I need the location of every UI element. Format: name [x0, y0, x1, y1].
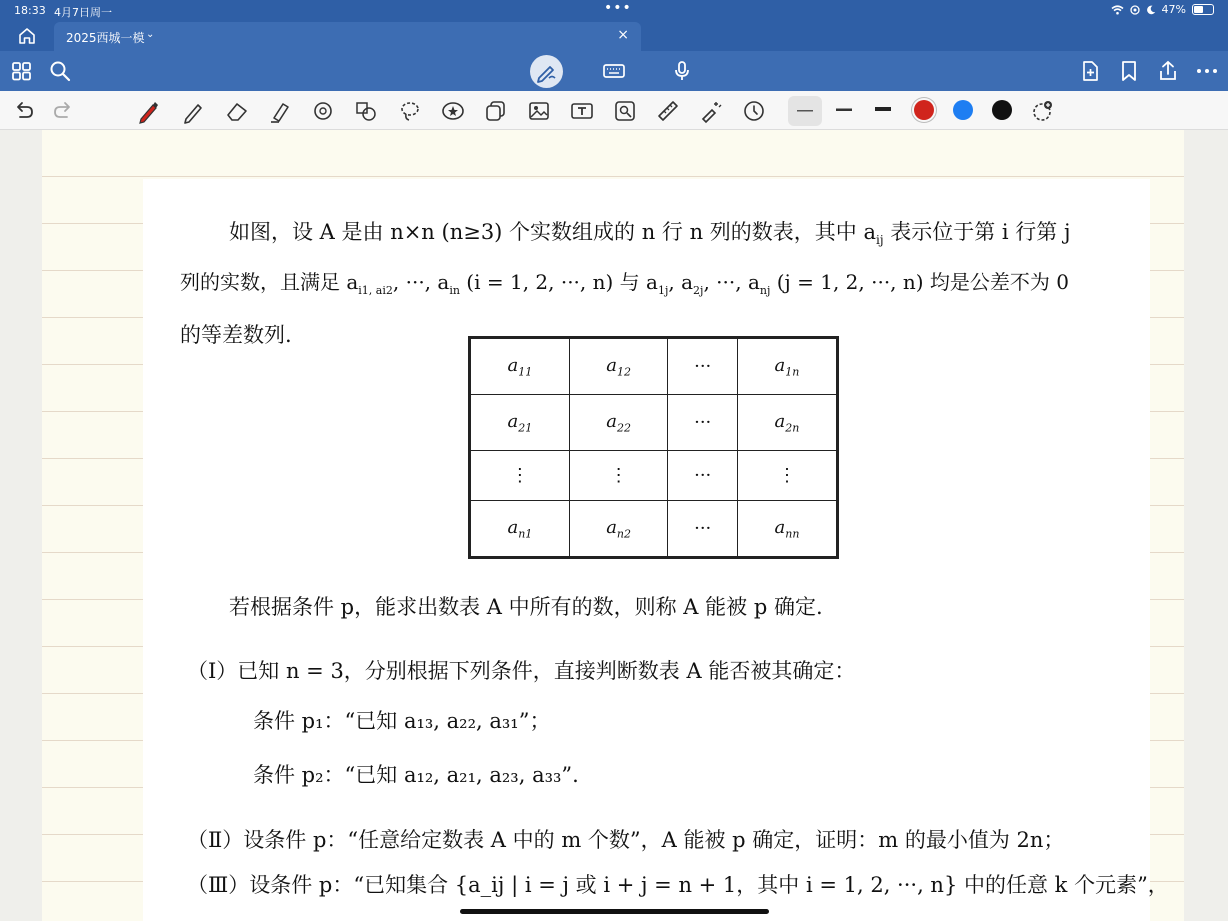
- question-1-condition-1: 条件 p₁：“已知 a₁₃, a₂₂, a₃₁”；: [253, 709, 551, 733]
- search-icon[interactable]: [48, 59, 72, 83]
- matrix-cell: ⋮: [569, 450, 668, 500]
- color-red-swatch[interactable]: [914, 100, 934, 120]
- question-2: （Ⅱ）设条件 p：“任意给定数表 A 中的 m 个数”，A 能被 p 确定，证明：m 的最小值为 2n；: [187, 828, 1065, 852]
- pen-mode-icon: [530, 55, 563, 88]
- paragraph-4: 若根据条件 p，能求出数表 A 中所有的数，则称 A 能被 p 确定.: [229, 595, 823, 619]
- ruler-tool-icon[interactable]: [655, 98, 681, 124]
- p2-f: (i = 1, 2, ···, n) 与 a: [459, 270, 658, 294]
- text-tool-icon[interactable]: [569, 98, 595, 124]
- p2-g: 1j: [657, 284, 669, 297]
- moon-icon: [1146, 5, 1156, 15]
- matrix-cell: ···: [668, 394, 737, 450]
- p1-tail: 表示位于第 i 行第 j: [883, 220, 1071, 244]
- matrix-table: [468, 336, 839, 559]
- pen-tool-icon[interactable]: [136, 98, 162, 124]
- sticker-tool-icon[interactable]: [440, 98, 466, 124]
- matrix-cell: $a_{n2}$: [569, 501, 668, 557]
- tab-bar: [0, 21, 1228, 51]
- chevron-down-icon[interactable]: ⌄: [146, 29, 155, 40]
- p2-k: nj: [759, 284, 771, 297]
- multitask-dots-icon[interactable]: •••: [604, 0, 632, 16]
- p1-sub: ij: [876, 233, 884, 248]
- paragraph-2: [180, 266, 1069, 297]
- matrix-cell: $a_{n1}$: [471, 501, 570, 557]
- matrix-row: [471, 450, 837, 500]
- matrix-row: [471, 339, 837, 395]
- p2-b: i1, a: [358, 284, 383, 297]
- tab-title: 2025西城一模: [66, 31, 145, 45]
- stroke-thin-icon: [797, 109, 813, 113]
- matrix-row: [471, 394, 837, 450]
- matrix-cell: ···: [668, 501, 737, 557]
- scan-tool-icon[interactable]: [612, 98, 638, 124]
- wifi-icon: [1111, 5, 1124, 15]
- add-page-icon[interactable]: [1078, 59, 1102, 83]
- matrix-cell: $a_{1n}$: [737, 339, 836, 395]
- copy-tool-icon[interactable]: [483, 98, 509, 124]
- p1-text: 如图，设 A 是由 n×n (n≥3) 个实数组成的 n 行 n 列的数表，其中 a: [229, 220, 876, 244]
- status-bar: [0, 0, 1228, 21]
- p2-i: 2j: [693, 284, 704, 297]
- matrix-cell: $a_{2n}$: [737, 394, 836, 450]
- battery-icon: [1192, 4, 1214, 15]
- clock-icon[interactable]: [741, 98, 767, 124]
- shape-tool-icon[interactable]: [310, 98, 336, 124]
- question-1-condition-2: 条件 p₂：“已知 a₁₂, a₂₁, a₂₃, a₃₃”.: [253, 763, 579, 787]
- keyboard-icon[interactable]: [602, 59, 626, 83]
- microphone-icon[interactable]: [670, 59, 694, 83]
- tools-bar: [0, 91, 1228, 130]
- canvas-area[interactable]: [0, 130, 1228, 921]
- matrix-cell: $a_{22}$: [569, 394, 668, 450]
- status-right: [1111, 3, 1214, 16]
- lasso-tool-icon[interactable]: [397, 98, 423, 124]
- undo-icon[interactable]: [11, 98, 37, 124]
- image-tool-icon[interactable]: [526, 98, 552, 124]
- document-tab[interactable]: [54, 22, 641, 51]
- matrix-cell: ···: [668, 339, 737, 395]
- question-1: （Ⅰ）已知 n = 3，分别根据下列条件，直接判断数表 A 能否被其确定：: [187, 659, 856, 683]
- grid-icon[interactable]: [10, 59, 34, 83]
- matrix-cell: ⋮: [737, 450, 836, 500]
- lock-rotation-icon: [1130, 5, 1140, 15]
- stroke-thick-icon[interactable]: [875, 107, 891, 112]
- more-icon[interactable]: [1195, 59, 1219, 83]
- stroke-medium-icon[interactable]: [836, 108, 852, 112]
- p2-d: , ···, a: [392, 270, 450, 294]
- eraser-tool-icon[interactable]: [224, 98, 250, 124]
- paragraph-1: [229, 216, 1071, 247]
- battery-percent: 47%: [1161, 3, 1186, 16]
- p2-c: i2: [382, 284, 393, 297]
- scanned-problem-image: [143, 179, 1169, 921]
- p2-a: 列的实数，且满足 a: [180, 270, 359, 294]
- close-icon[interactable]: ×: [617, 27, 629, 43]
- matrix-cell: $a_{11}$: [471, 339, 570, 395]
- matrix-cell: ···: [668, 450, 737, 500]
- matrix-cell: $a_{21}$: [471, 394, 570, 450]
- add-color-icon[interactable]: [1031, 99, 1055, 123]
- pencil-tool-icon[interactable]: [181, 98, 207, 124]
- lined-paper-page[interactable]: [42, 130, 1184, 921]
- matrix-cell: ⋮: [471, 450, 570, 500]
- matrix-row: [471, 501, 837, 557]
- pen-mode-button[interactable]: [530, 55, 563, 88]
- p2-j: , ···, a: [703, 270, 760, 294]
- share-icon[interactable]: [1156, 59, 1180, 83]
- paragraph-3: 的等差数列.: [180, 323, 292, 347]
- matrix-cell: $a_{12}$: [569, 339, 668, 395]
- question-3: （Ⅲ）设条件 p：“已知集合 {a_ij | i = j 或 i + j = n + 1，其中 i = 1, 2, ···, n} 中的任意 k 个元素”，: [187, 873, 1169, 897]
- color-black-swatch[interactable]: [992, 100, 1012, 120]
- home-indicator[interactable]: [460, 909, 769, 914]
- p2-h: , a: [668, 270, 694, 294]
- p2-e: in: [449, 284, 460, 297]
- bookmark-icon[interactable]: [1117, 59, 1141, 83]
- main-toolbar: [0, 51, 1228, 91]
- home-icon[interactable]: [16, 26, 38, 46]
- highlighter-tool-icon[interactable]: [267, 98, 293, 124]
- color-blue-swatch[interactable]: [953, 100, 973, 120]
- status-date: 4月7日周一: [54, 6, 112, 19]
- matrix-cell: $a_{nn}$: [737, 501, 836, 557]
- p2-l: (j = 1, 2, ···, n) 均是公差不为 0: [770, 270, 1070, 294]
- redo-icon[interactable]: [50, 98, 76, 124]
- laser-pointer-icon[interactable]: [698, 98, 724, 124]
- matrix-grid: [470, 338, 837, 557]
- status-time: 18:33: [14, 4, 46, 17]
- lasso-shapes-icon[interactable]: [353, 98, 379, 124]
